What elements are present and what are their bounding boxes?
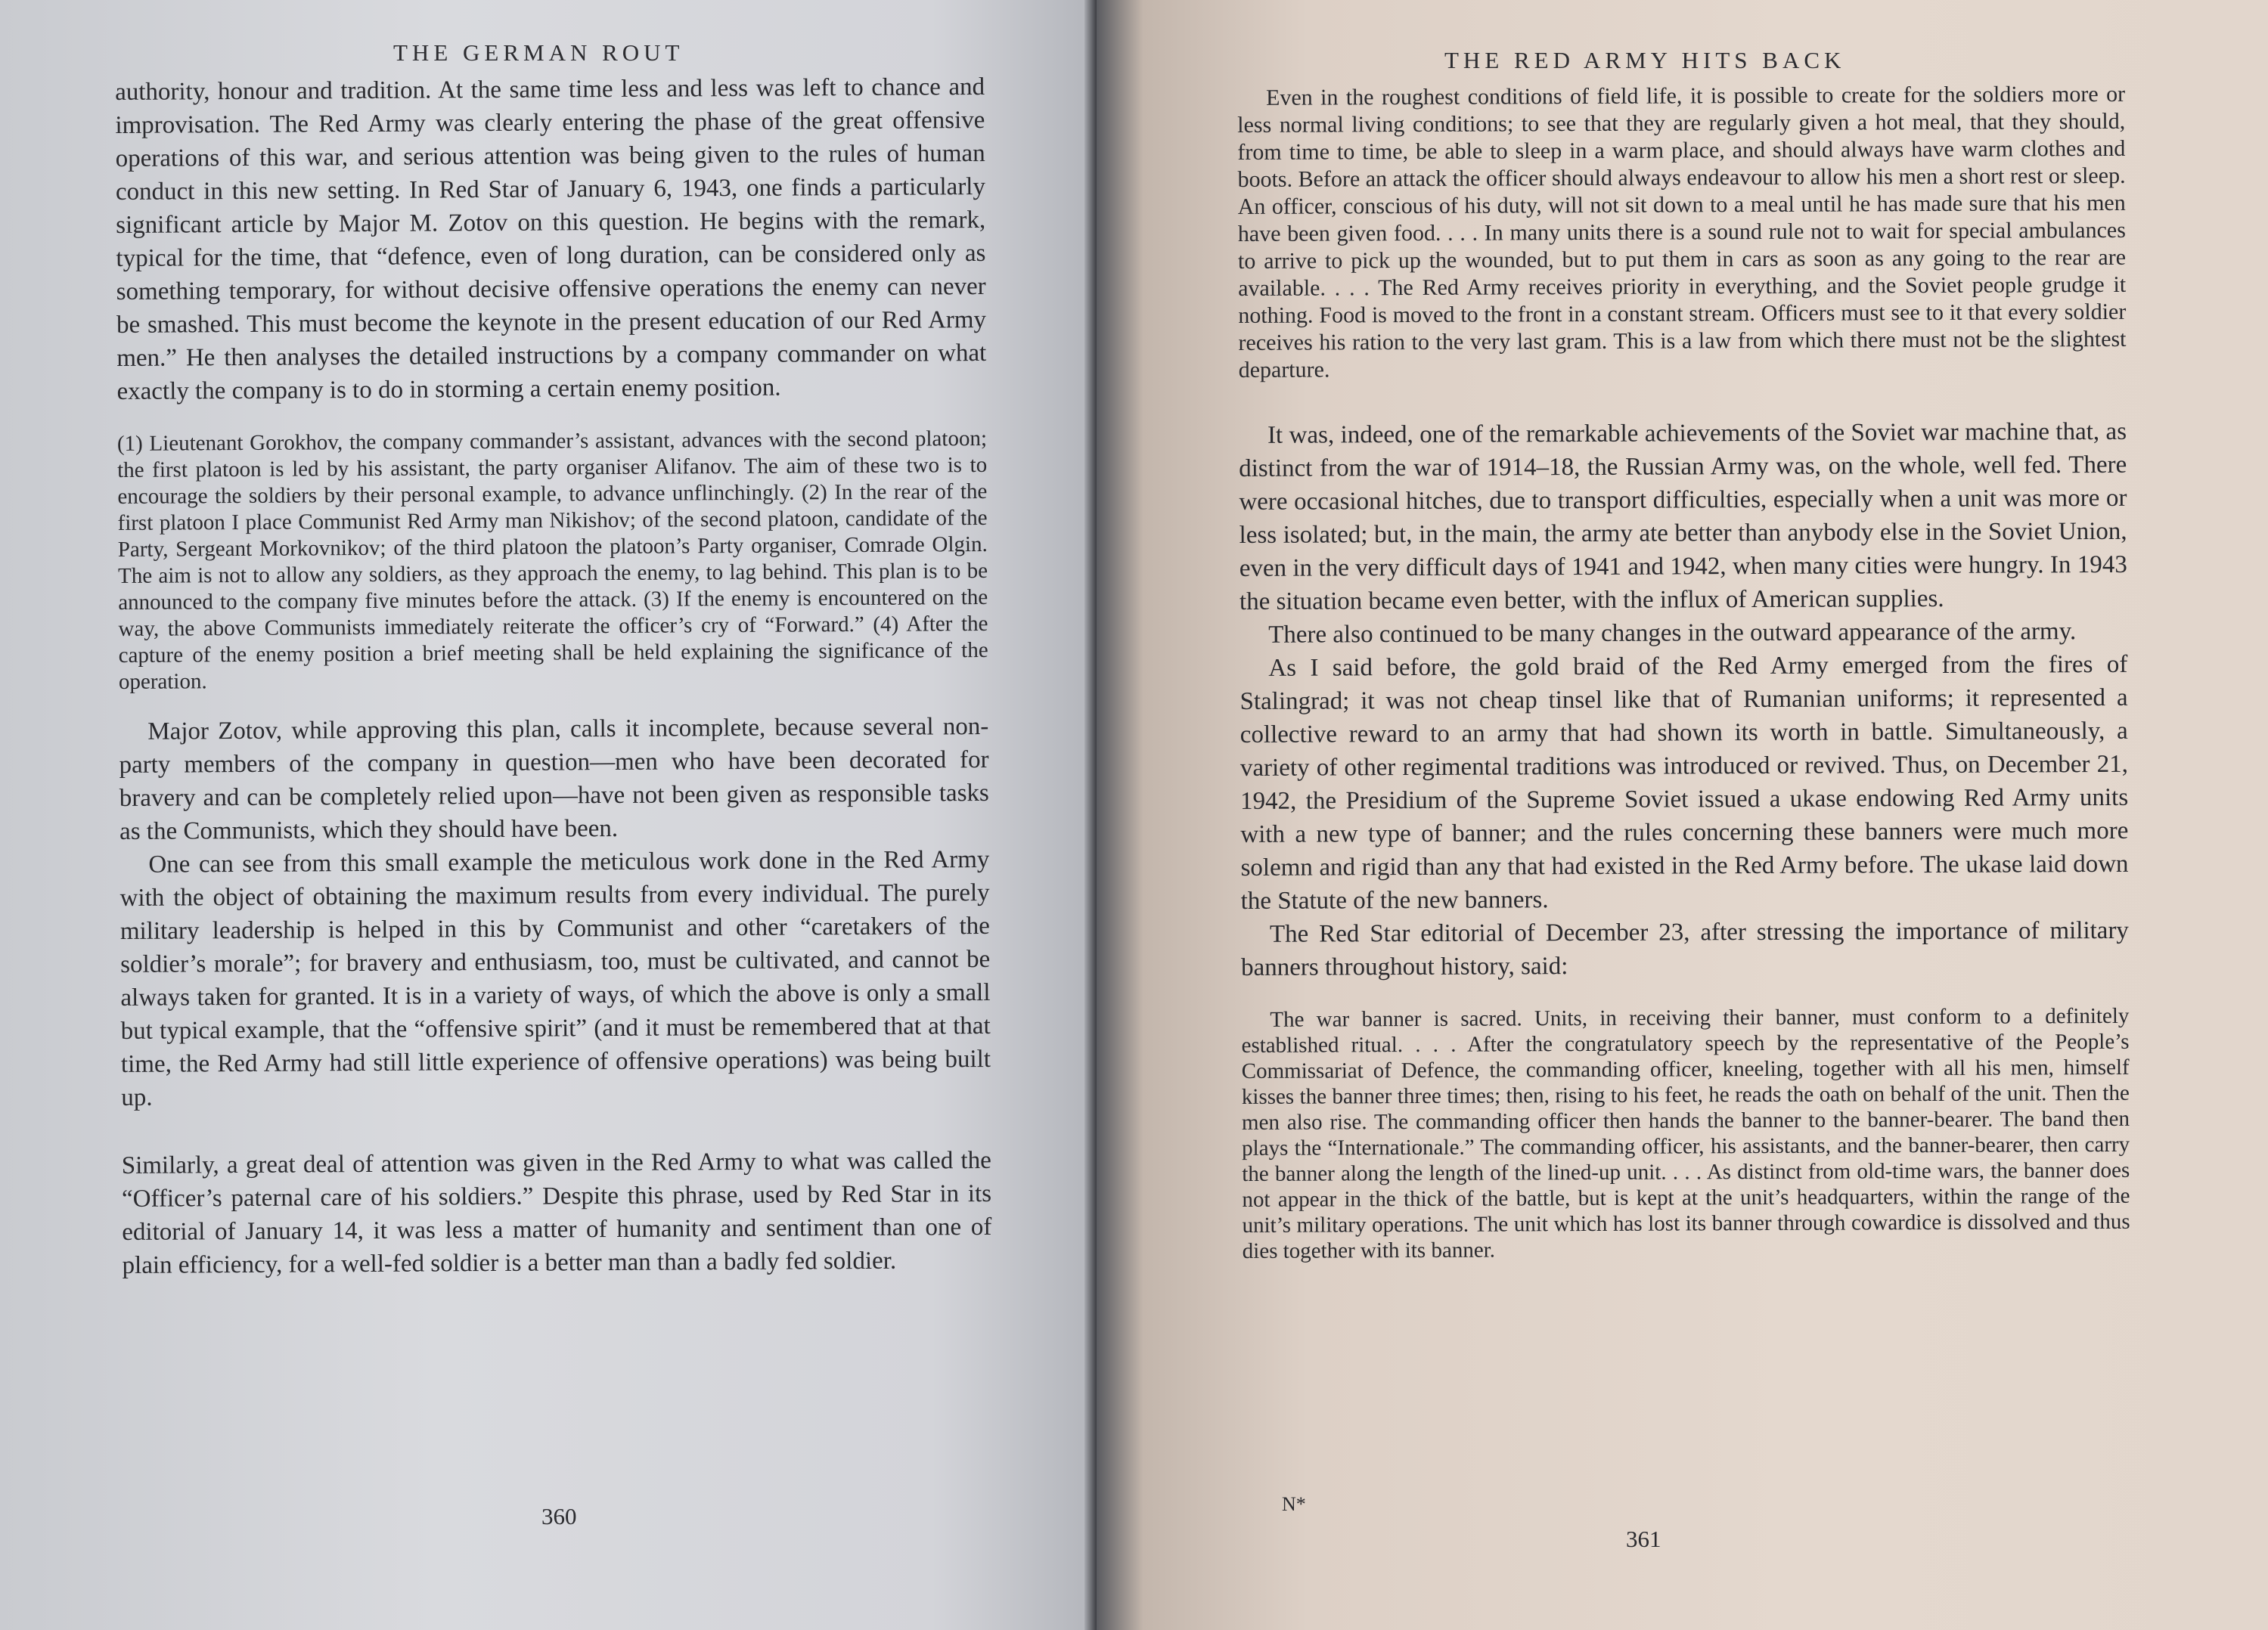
paragraph: The Red Star editorial of December 23, after stressing the importance of military banners throughout history, said: [1241, 916, 2129, 981]
left-text-column [115, 70, 992, 1282]
block-quote: (1) Lieutenant Gorokhov, the company commander’s assistant, advances with the second platoon; the first platoon is led by his assistant, the party organiser Alifanov. The aim of these two is to encourage the soldiers by their personal example, to advance unflinchingly. (2) In the rear of the first platoon I place Communist Red Army man Nikishov; of the second platoon, candidate of the Party, Sergeant Morkovnikov; of the third platoon the platoon’s Party organiser, Comrade Olgin. The aim is not to allow any soldiers, as they approach the enemy, to lag behind. This plan is to be announced to the company five minutes before the attack. (3) If the enemy is encountered on the way, the above Communists immediately reiterate the officer’s cry of “Forward.” (4) After the capture of the enemy position a brief meeting shall be held explaining the significance of the operation. [116, 426, 988, 694]
paragraph: authority, honour and tradition. At the same time less and less was left to chance and improvisation. The Red Army was clearly entering the phase of the great offensive operations of this war, and serious attention was being given to the rules of human conduct in this new setting. In Red Star of January 6, 1943, one finds a particularly significant article by Major M. Zotov on this question. He begins with the remark, typical for the time, that “defence, even of long duration, can be considered only as something temporary, for without decisive offensive operations the enemy can never be smashed. This must become the keynote in the present education of our Red Army men.” He then analyses the detailed instructions by a company commander on what exactly the company is to do in storming a certain enemy position. [115, 73, 987, 405]
block-quote: The war banner is sacred. Units, in receiving their banner, must conform to a definitely established ritual. . . . After the congratulatory speech by the representative of the People’s Commissariat of Defence, the commanding officer, kneeling, together with all his men, himself kisses the banner three times; then, rising to his feet, he reads the oath on behalf of the unit. Then the men also rise. The commanding officer then hands the banner to the banner-bearer. The band then plays the “Internationale.” The commanding officer, his assistants, and the banner-bearer, then carry the banner along the length of the lined-up unit. . . . As distinct from old-time wars, the banner does not appear in the thick of the battle, but is kept at the unit’s headquarters, within the range of the unit’s military operations. The unit which has lost its banner through cowardice is dissolved and thus dies together with its banner. [1241, 1003, 2130, 1263]
paragraph: Similarly, a great deal of attention was given in the Red Army to what was called the “Officer’s paternal care of his soldiers.” Despite this phrase, used by Red Star in its editorial of January 14, it was less a matter of humanity and sentiment than one of plain efficiency, for a well-fed soldier is a better man than a badly fed soldier. [121, 1146, 992, 1279]
paragraph: Major Zotov, while approving this plan, calls it incomplete, because several non-party members of the company in question—men who have been decorated for bravery and can be completely relied upon—have not been given as responsible tasks as the Communists, which they should have been. [119, 712, 989, 845]
paragraph: As I said before, the gold braid of the Red Army emerged from the fires of Stalingrad; it was not cheap tinsel like that of Rumanian uniforms; it represented a collective reward to an army that had shown its worth in battle. Simultaneously, a variety of other regimental traditions was introduced or revived. Thus, on December 21, 1942, the Presidium of the Supreme Soviet issued a ukase endowing Red Army units with a new type of banner; and the rules concerning these banners were much more solemn and rigid than any that had existed in the Red Army before. The ukase laid down the Statute of the new banners. [1239, 650, 2129, 915]
signature-mark: N* [1282, 1493, 1306, 1515]
right-text-column [1237, 81, 2130, 1284]
left-page [0, 0, 1097, 1630]
running-head-right: THE RED ARMY HITS BACK [1444, 47, 1846, 73]
running-head-left: THE GERMAN ROUT [393, 39, 684, 66]
page-number-right: 361 [1626, 1526, 1661, 1552]
paragraph: It was, indeed, one of the remarkable achievements of the Soviet war machine that, as distinct from the war of 1914–18, the Russian Army was, on the whole, well fed. There were occasional hitches, due to transport difficulties, especially when a unit was more or less isolated; but, in the main, the army ate better than anybody else in the Soviet Union, even in the very difficult days of 1941 and 1942, when many cities were hungry. In 1943 the situation became even better, with the influx of American supplies. [1239, 417, 2127, 615]
right-page [1097, 0, 2268, 1630]
paragraph: There also continued to be many changes in the outward appearance of the army. [1268, 618, 2077, 649]
page-number-left: 360 [541, 1503, 577, 1529]
paragraph: One can see from this small example the meticulous work done in the Red Army with the object of obtaining the maximum results from every individual. The purely military leadership is helped in this by Communist and other “caretakers of the soldier’s morale”; for bravery and enthusiasm, too, must be cultivated, and cannot be always taken for granted. It is in a variety of ways, of which the above is only a small but typical example, that the “offensive spirit” (and it must be remembered that at that time, the Red Army had still little experience of offensive operations) was being built up. [119, 845, 991, 1111]
block-quote: Even in the roughest conditions of field life, it is possible to create for the soldiers more or less normal living conditions; to see that they are regularly given a hot meal, that they should, from time to time, be able to sleep in a warm place, and should always have warm clothes and boots. Before an attack the officer should always endeavour to allow his men a short rest or sleep. An officer, conscious of his duty, will not sit down to a meal until he has made sure that his men have been given food. . . . In many units there is a sound rule not to wait for special ambulances to arrive to pick up the wounded, but to put them in cars as soon as any going to the rear are available. . . . The Red Army receives priority in everything, and the Soviet people grudge it nothing. Food is moved to the front in a constant stream. Officers must see to it that every soldier receives his ration to the very last gram. This is a law from which there must not be the slightest departure. [1237, 81, 2127, 383]
